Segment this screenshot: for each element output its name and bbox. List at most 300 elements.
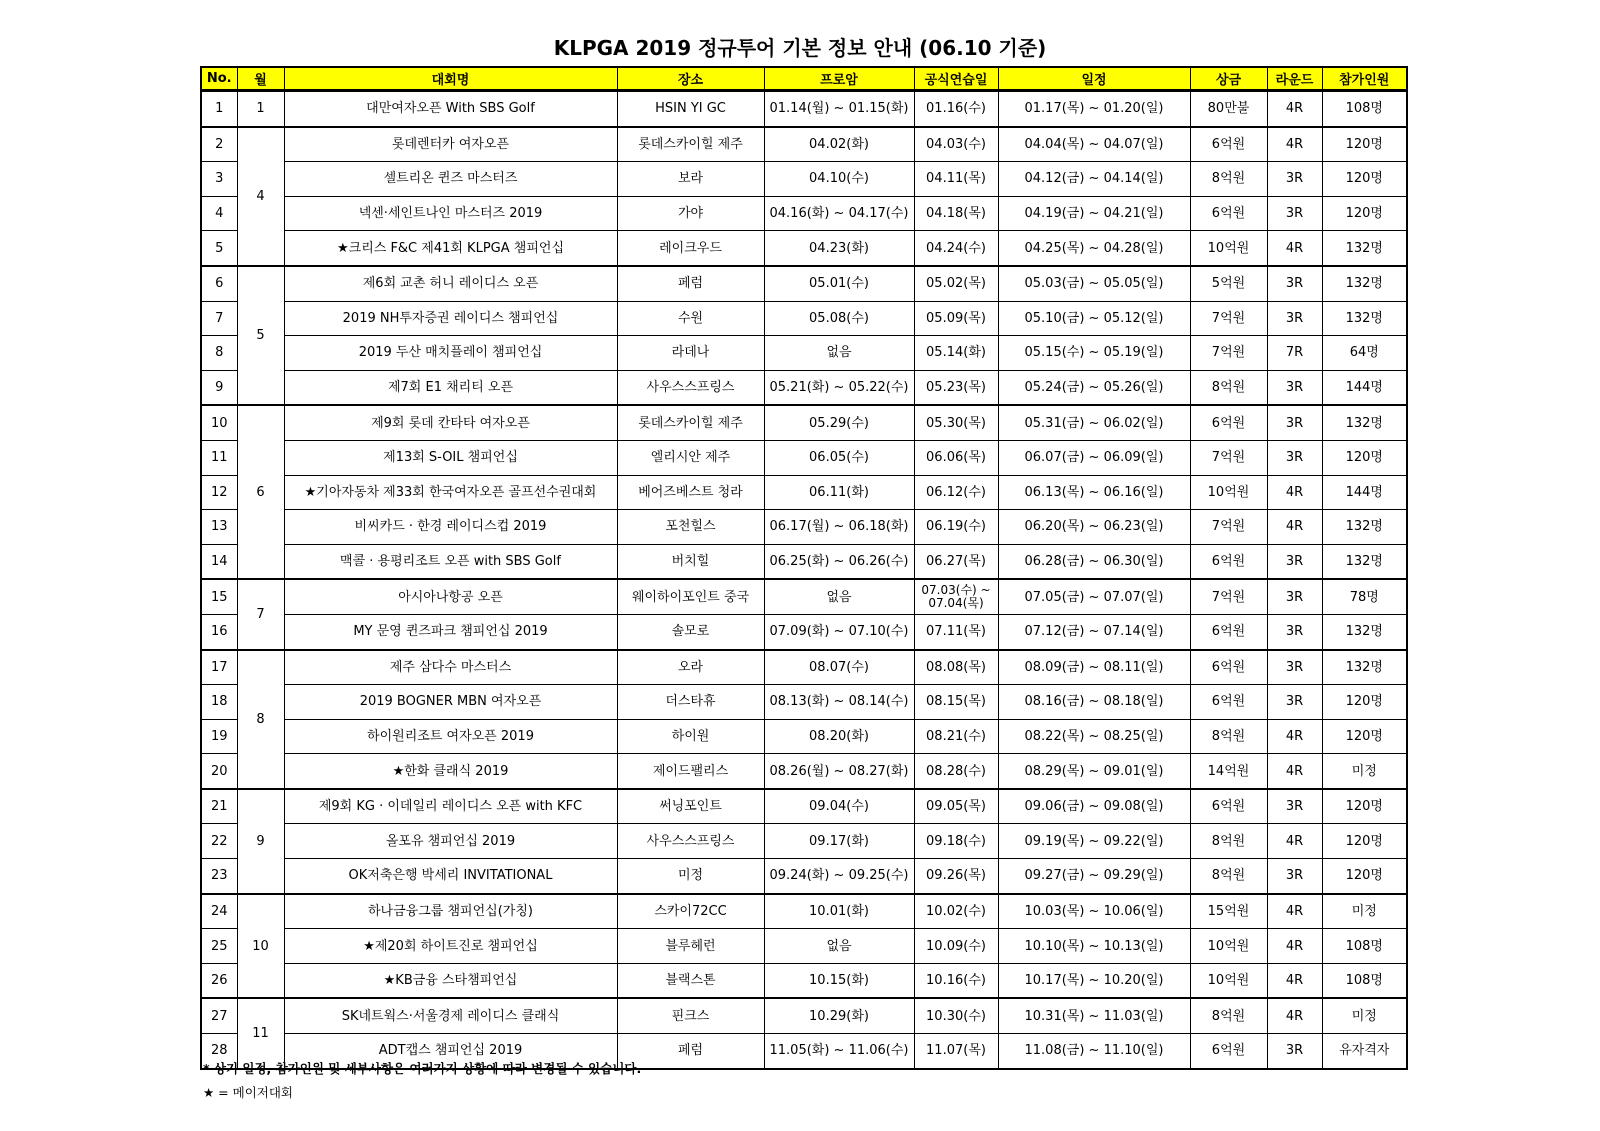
venue-cell: 핀크스 <box>617 998 764 1033</box>
schedule-cell: 09.19(목) ~ 09.22(일) <box>998 824 1190 859</box>
row-number: 19 <box>201 719 237 754</box>
schedule-cell: 06.07(금) ~ 06.09(일) <box>998 440 1190 475</box>
proam-cell: 10.29(화) <box>764 998 914 1033</box>
players-cell: 132명 <box>1322 266 1407 301</box>
rounds-cell: 3R <box>1267 405 1322 440</box>
practice-cell: 04.03(수) <box>914 127 998 162</box>
players-cell: 120명 <box>1322 196 1407 231</box>
row-number: 12 <box>201 475 237 510</box>
proam-cell: 05.21(화) ~ 05.22(수) <box>764 370 914 405</box>
header-proam: 프로암 <box>764 67 914 91</box>
practice-cell: 10.09(수) <box>914 929 998 964</box>
practice-cell: 08.28(수) <box>914 754 998 789</box>
row-number: 20 <box>201 754 237 789</box>
tournament-name: 제9회 KG · 이데일리 레이디스 오픈 with KFC <box>284 789 617 824</box>
rounds-cell: 4R <box>1267 231 1322 266</box>
tournament-name: 하나금융그룹 챔피언십(가칭) <box>284 894 617 929</box>
prize-cell: 6억원 <box>1190 614 1267 649</box>
tournament-name: 아시아나항공 오픈 <box>284 579 617 614</box>
rounds-cell: 3R <box>1267 196 1322 231</box>
schedule-table <box>200 66 1408 1070</box>
players-cell: 120명 <box>1322 859 1407 894</box>
proam-cell: 05.01(수) <box>764 266 914 301</box>
tournament-name: 하이원리조트 여자오픈 2019 <box>284 719 617 754</box>
players-cell: 120명 <box>1322 162 1407 197</box>
tournament-name: ADT캡스 챔피언십 2019 <box>284 1034 617 1069</box>
month-cell: 11 <box>237 998 284 1068</box>
schedule-cell: 10.10(목) ~ 10.13(일) <box>998 929 1190 964</box>
players-cell: 132명 <box>1322 405 1407 440</box>
header-schedule: 일정 <box>998 67 1190 91</box>
venue-cell: 페럼 <box>617 266 764 301</box>
schedule-cell: 08.09(금) ~ 08.11(일) <box>998 650 1190 685</box>
proam-cell: 10.01(화) <box>764 894 914 929</box>
header-month: 월 <box>237 67 284 91</box>
schedule-cell: 04.25(목) ~ 04.28(일) <box>998 231 1190 266</box>
prize-cell: 7억원 <box>1190 301 1267 336</box>
practice-cell: 09.18(수) <box>914 824 998 859</box>
tournament-name: 넥센·세인트나인 마스터즈 2019 <box>284 196 617 231</box>
row-number: 5 <box>201 231 237 266</box>
rounds-cell: 4R <box>1267 510 1322 545</box>
practice-cell: 08.08(목) <box>914 650 998 685</box>
row-number: 15 <box>201 579 237 614</box>
practice-cell: 05.02(목) <box>914 266 998 301</box>
row-number: 11 <box>201 440 237 475</box>
players-cell: 120명 <box>1322 824 1407 859</box>
tournament-name: 올포유 챔피언십 2019 <box>284 824 617 859</box>
row-number: 16 <box>201 614 237 649</box>
players-cell: 144명 <box>1322 370 1407 405</box>
prize-cell: 10억원 <box>1190 963 1267 998</box>
prize-cell: 10억원 <box>1190 475 1267 510</box>
row-number: 18 <box>201 685 237 720</box>
players-cell: 120명 <box>1322 440 1407 475</box>
month-cell: 7 <box>237 579 284 649</box>
practice-cell: 09.26(목) <box>914 859 998 894</box>
venue-cell: 사우스스프링스 <box>617 370 764 405</box>
schedule-cell: 05.03(금) ~ 05.05(일) <box>998 266 1190 301</box>
venue-cell: 스카이72CC <box>617 894 764 929</box>
practice-cell: 10.02(수) <box>914 894 998 929</box>
tournament-name: 제7회 E1 채리티 오픈 <box>284 370 617 405</box>
rounds-cell: 3R <box>1267 789 1322 824</box>
table-row <box>201 336 1407 371</box>
rounds-cell: 3R <box>1267 1034 1322 1069</box>
venue-cell: 블랙스톤 <box>617 963 764 998</box>
rounds-cell: 3R <box>1267 162 1322 197</box>
practice-cell: 08.21(수) <box>914 719 998 754</box>
venue-cell: 페럼 <box>617 1034 764 1069</box>
schedule-cell: 06.28(금) ~ 06.30(일) <box>998 544 1190 579</box>
prize-cell: 8억원 <box>1190 824 1267 859</box>
row-number: 22 <box>201 824 237 859</box>
rounds-cell: 4R <box>1267 719 1322 754</box>
prize-cell: 8억원 <box>1190 162 1267 197</box>
row-number: 27 <box>201 998 237 1033</box>
rounds-cell: 4R <box>1267 754 1322 789</box>
schedule-cell: 08.29(목) ~ 09.01(일) <box>998 754 1190 789</box>
proam-cell: 없음 <box>764 579 914 614</box>
header-row <box>201 67 1407 91</box>
venue-cell: HSIN YI GC <box>617 91 764 127</box>
players-cell: 유자격자 <box>1322 1034 1407 1069</box>
proam-cell: 05.29(수) <box>764 405 914 440</box>
rounds-cell: 4R <box>1267 91 1322 127</box>
rounds-cell: 4R <box>1267 894 1322 929</box>
proam-cell: 06.17(월) ~ 06.18(화) <box>764 510 914 545</box>
table-row <box>201 440 1407 475</box>
players-cell: 108명 <box>1322 91 1407 127</box>
rounds-cell: 3R <box>1267 370 1322 405</box>
proam-cell: 04.16(화) ~ 04.17(수) <box>764 196 914 231</box>
players-cell: 미정 <box>1322 998 1407 1033</box>
table-row <box>201 475 1407 510</box>
header-players: 참가인원 <box>1322 67 1407 91</box>
practice-cell: 11.07(목) <box>914 1034 998 1069</box>
rounds-cell: 3R <box>1267 685 1322 720</box>
schedule-cell: 09.06(금) ~ 09.08(일) <box>998 789 1190 824</box>
proam-cell: 08.20(화) <box>764 719 914 754</box>
practice-cell: 08.15(목) <box>914 685 998 720</box>
tournament-name: MY 문영 퀸즈파크 챔피언십 2019 <box>284 614 617 649</box>
practice-cell: 06.06(목) <box>914 440 998 475</box>
row-number: 24 <box>201 894 237 929</box>
prize-cell: 5억원 <box>1190 266 1267 301</box>
schedule-cell: 05.10(금) ~ 05.12(일) <box>998 301 1190 336</box>
header-practice: 공식연습일 <box>914 67 998 91</box>
month-cell: 5 <box>237 266 284 405</box>
prize-cell: 6억원 <box>1190 196 1267 231</box>
proam-cell: 04.10(수) <box>764 162 914 197</box>
proam-cell: 09.04(수) <box>764 789 914 824</box>
prize-cell: 6억원 <box>1190 789 1267 824</box>
proam-cell: 08.07(수) <box>764 650 914 685</box>
venue-cell: 웨이하이포인트 중국 <box>617 579 764 614</box>
table-row <box>201 405 1407 440</box>
players-cell: 132명 <box>1322 301 1407 336</box>
month-cell: 6 <box>237 405 284 579</box>
row-number: 28 <box>201 1034 237 1069</box>
practice-cell: 05.09(목) <box>914 301 998 336</box>
players-cell: 120명 <box>1322 685 1407 720</box>
tournament-name: ★제20회 하이트진로 챔피언십 <box>284 929 617 964</box>
page-title: KLPGA 2019 정규투어 기본 정보 안내 (06.10 기준) <box>553 36 1047 60</box>
schedule-cell: 10.31(목) ~ 11.03(일) <box>998 998 1190 1033</box>
change-notice: * 상기 일정, 참가인원 및 세부사항은 여러가지 상황에 따라 변경될 수 있습니다. <box>203 1061 642 1076</box>
prize-cell: 15억원 <box>1190 894 1267 929</box>
proam-cell: 06.11(화) <box>764 475 914 510</box>
prize-cell: 6억원 <box>1190 405 1267 440</box>
venue-cell: 사우스스프링스 <box>617 824 764 859</box>
schedule-cell: 04.12(금) ~ 04.14(일) <box>998 162 1190 197</box>
venue-cell: 솔모로 <box>617 614 764 649</box>
prize-cell: 8억원 <box>1190 859 1267 894</box>
rounds-cell: 3R <box>1267 614 1322 649</box>
practice-cell: 06.12(수) <box>914 475 998 510</box>
players-cell: 132명 <box>1322 231 1407 266</box>
row-number: 8 <box>201 336 237 371</box>
tournament-name: 대만여자오픈 With SBS Golf <box>284 91 617 127</box>
proam-cell: 08.26(월) ~ 08.27(화) <box>764 754 914 789</box>
practice-cell: 01.16(수) <box>914 91 998 127</box>
month-cell: 8 <box>237 650 284 789</box>
table-row <box>201 301 1407 336</box>
rounds-cell: 3R <box>1267 859 1322 894</box>
schedule-cell: 04.19(금) ~ 04.21(일) <box>998 196 1190 231</box>
practice-cell: 04.11(목) <box>914 162 998 197</box>
proam-cell: 01.14(월) ~ 01.15(화) <box>764 91 914 127</box>
tournament-name: SK네트웍스·서울경제 레이디스 클래식 <box>284 998 617 1033</box>
month-cell: 1 <box>237 91 284 127</box>
table-row <box>201 929 1407 964</box>
schedule-cell: 07.05(금) ~ 07.07(일) <box>998 579 1190 614</box>
table-row <box>201 824 1407 859</box>
proam-cell: 09.24(화) ~ 09.25(수) <box>764 859 914 894</box>
proam-cell: 09.17(화) <box>764 824 914 859</box>
schedule-cell: 10.17(목) ~ 10.20(일) <box>998 963 1190 998</box>
prize-cell: 6억원 <box>1190 685 1267 720</box>
schedule-body <box>201 91 1407 1069</box>
header-rounds: 라운드 <box>1267 67 1322 91</box>
tournament-name: 2019 NH투자증권 레이디스 챔피언십 <box>284 301 617 336</box>
proam-cell: 04.02(화) <box>764 127 914 162</box>
practice-cell: 06.27(목) <box>914 544 998 579</box>
venue-cell: 버치힐 <box>617 544 764 579</box>
tournament-name: OK저축은행 박세리 INVITATIONAL <box>284 859 617 894</box>
tournament-name: 제9회 롯데 칸타타 여자오픈 <box>284 405 617 440</box>
tournament-name: 제13회 S-OIL 챔피언십 <box>284 440 617 475</box>
rounds-cell: 4R <box>1267 475 1322 510</box>
rounds-cell: 3R <box>1267 266 1322 301</box>
schedule-cell: 05.24(금) ~ 05.26(일) <box>998 370 1190 405</box>
table-row <box>201 859 1407 894</box>
prize-cell: 6억원 <box>1190 127 1267 162</box>
prize-cell: 7억원 <box>1190 510 1267 545</box>
table-row <box>201 127 1407 162</box>
prize-cell: 10억원 <box>1190 929 1267 964</box>
proam-cell: 11.05(화) ~ 11.06(수) <box>764 1034 914 1069</box>
players-cell: 108명 <box>1322 929 1407 964</box>
schedule-cell: 08.16(금) ~ 08.18(일) <box>998 685 1190 720</box>
venue-cell: 베어즈베스트 청라 <box>617 475 764 510</box>
players-cell: 120명 <box>1322 789 1407 824</box>
tournament-name: 제6회 교촌 허니 레이디스 오픈 <box>284 266 617 301</box>
prize-cell: 10억원 <box>1190 231 1267 266</box>
practice-cell: 04.24(수) <box>914 231 998 266</box>
practice-cell: 09.05(목) <box>914 789 998 824</box>
prize-cell: 14억원 <box>1190 754 1267 789</box>
schedule-cell: 06.20(목) ~ 06.23(일) <box>998 510 1190 545</box>
players-cell: 132명 <box>1322 544 1407 579</box>
rounds-cell: 3R <box>1267 440 1322 475</box>
venue-cell: 포천힐스 <box>617 510 764 545</box>
practice-cell: 07.03(수) ~ 07.04(목) <box>914 579 998 614</box>
venue-cell: 블루헤런 <box>617 929 764 964</box>
tournament-name: ★기아자동차 제33회 한국여자오픈 골프선수권대회 <box>284 475 617 510</box>
schedule-cell: 07.12(금) ~ 07.14(일) <box>998 614 1190 649</box>
players-cell: 64명 <box>1322 336 1407 371</box>
venue-cell: 롯데스카이힐 제주 <box>617 405 764 440</box>
venue-cell: 수원 <box>617 301 764 336</box>
practice-cell: 10.16(수) <box>914 963 998 998</box>
schedule-cell: 11.08(금) ~ 11.10(일) <box>998 1034 1190 1069</box>
rounds-cell: 4R <box>1267 824 1322 859</box>
proam-cell: 없음 <box>764 929 914 964</box>
tournament-name: 2019 BOGNER MBN 여자오픈 <box>284 685 617 720</box>
rounds-cell: 3R <box>1267 579 1322 614</box>
row-number: 4 <box>201 196 237 231</box>
table-row <box>201 789 1407 824</box>
prize-cell: 8억원 <box>1190 370 1267 405</box>
venue-cell: 더스타휴 <box>617 685 764 720</box>
schedule-cell: 08.22(목) ~ 08.25(일) <box>998 719 1190 754</box>
schedule-cell: 05.31(금) ~ 06.02(일) <box>998 405 1190 440</box>
prize-cell: 7억원 <box>1190 579 1267 614</box>
venue-cell: 레이크우드 <box>617 231 764 266</box>
table-row <box>201 754 1407 789</box>
practice-cell: 07.11(목) <box>914 614 998 649</box>
tournament-name: 롯데렌터카 여자오픈 <box>284 127 617 162</box>
proam-cell: 없음 <box>764 336 914 371</box>
row-number: 7 <box>201 301 237 336</box>
row-number: 9 <box>201 370 237 405</box>
tournament-name: ★KB금융 스타챔피언십 <box>284 963 617 998</box>
table-row <box>201 162 1407 197</box>
players-cell: 120명 <box>1322 719 1407 754</box>
row-number: 14 <box>201 544 237 579</box>
schedule-cell: 04.04(목) ~ 04.07(일) <box>998 127 1190 162</box>
proam-cell: 10.15(화) <box>764 963 914 998</box>
row-number: 3 <box>201 162 237 197</box>
venue-cell: 롯데스카이힐 제주 <box>617 127 764 162</box>
players-cell: 미정 <box>1322 754 1407 789</box>
schedule-cell: 10.03(목) ~ 10.06(일) <box>998 894 1190 929</box>
proam-cell: 08.13(화) ~ 08.14(수) <box>764 685 914 720</box>
venue-cell: 엘리시안 제주 <box>617 440 764 475</box>
rounds-cell: 4R <box>1267 127 1322 162</box>
rounds-cell: 4R <box>1267 998 1322 1033</box>
practice-cell: 05.30(목) <box>914 405 998 440</box>
prize-cell: 7억원 <box>1190 336 1267 371</box>
header-venue: 장소 <box>617 67 764 91</box>
practice-cell: 05.14(화) <box>914 336 998 371</box>
month-cell: 4 <box>237 127 284 266</box>
players-cell: 78명 <box>1322 579 1407 614</box>
row-number: 2 <box>201 127 237 162</box>
table-row <box>201 719 1407 754</box>
prize-cell: 8억원 <box>1190 719 1267 754</box>
prize-cell: 80만불 <box>1190 91 1267 127</box>
proam-cell: 04.23(화) <box>764 231 914 266</box>
table-row <box>201 894 1407 929</box>
venue-cell: 보라 <box>617 162 764 197</box>
proam-cell: 06.25(화) ~ 06.26(수) <box>764 544 914 579</box>
rounds-cell: 3R <box>1267 301 1322 336</box>
practice-cell: 10.30(수) <box>914 998 998 1033</box>
players-cell: 미정 <box>1322 894 1407 929</box>
prize-cell: 7억원 <box>1190 440 1267 475</box>
schedule-cell: 05.15(수) ~ 05.19(일) <box>998 336 1190 371</box>
venue-cell: 미정 <box>617 859 764 894</box>
rounds-cell: 3R <box>1267 544 1322 579</box>
prize-cell: 6억원 <box>1190 1034 1267 1069</box>
rounds-cell: 4R <box>1267 963 1322 998</box>
players-cell: 108명 <box>1322 963 1407 998</box>
table-row <box>201 963 1407 998</box>
tournament-name: 제주 삼다수 마스터스 <box>284 650 617 685</box>
prize-cell: 6억원 <box>1190 650 1267 685</box>
table-row <box>201 544 1407 579</box>
rounds-cell: 3R <box>1267 650 1322 685</box>
month-cell: 10 <box>237 894 284 999</box>
players-cell: 132명 <box>1322 510 1407 545</box>
rounds-cell: 7R <box>1267 336 1322 371</box>
table-row <box>201 510 1407 545</box>
practice-cell: 04.18(목) <box>914 196 998 231</box>
header-name: 대회명 <box>284 67 617 91</box>
row-number: 10 <box>201 405 237 440</box>
row-number: 25 <box>201 929 237 964</box>
table-row <box>201 650 1407 685</box>
players-cell: 144명 <box>1322 475 1407 510</box>
prize-cell: 6억원 <box>1190 544 1267 579</box>
header-prize: 상금 <box>1190 67 1267 91</box>
proam-cell: 06.05(수) <box>764 440 914 475</box>
table-row <box>201 196 1407 231</box>
row-number: 21 <box>201 789 237 824</box>
players-cell: 132명 <box>1322 614 1407 649</box>
venue-cell: 제이드팰리스 <box>617 754 764 789</box>
players-cell: 120명 <box>1322 127 1407 162</box>
table-row <box>201 370 1407 405</box>
proam-cell: 05.08(수) <box>764 301 914 336</box>
table-row <box>201 91 1407 127</box>
venue-cell: 오라 <box>617 650 764 685</box>
schedule-cell: 09.27(금) ~ 09.29(일) <box>998 859 1190 894</box>
major-legend: ★ = 메이저대회 <box>203 1085 294 1100</box>
rounds-cell: 4R <box>1267 929 1322 964</box>
practice-cell: 06.19(수) <box>914 510 998 545</box>
table-row <box>201 579 1407 614</box>
row-number: 17 <box>201 650 237 685</box>
tournament-name: 맥콜 · 용평리조트 오픈 with SBS Golf <box>284 544 617 579</box>
table-row <box>201 231 1407 266</box>
row-number: 26 <box>201 963 237 998</box>
row-number: 13 <box>201 510 237 545</box>
schedule-cell: 06.13(목) ~ 06.16(일) <box>998 475 1190 510</box>
table-row <box>201 266 1407 301</box>
row-number: 1 <box>201 91 237 127</box>
table-row <box>201 614 1407 649</box>
tournament-name: ★크리스 F&C 제41회 KLPGA 챔피언십 <box>284 231 617 266</box>
tournament-name: 비씨카드 · 한경 레이디스컵 2019 <box>284 510 617 545</box>
tournament-name: 셀트리온 퀸즈 마스터즈 <box>284 162 617 197</box>
tournament-name: 2019 두산 매치플레이 챔피언십 <box>284 336 617 371</box>
row-number: 6 <box>201 266 237 301</box>
schedule-cell: 01.17(목) ~ 01.20(일) <box>998 91 1190 127</box>
venue-cell: 하이원 <box>617 719 764 754</box>
venue-cell: 라데나 <box>617 336 764 371</box>
practice-cell: 05.23(목) <box>914 370 998 405</box>
venue-cell: 써닝포인트 <box>617 789 764 824</box>
header-no: No. <box>201 67 237 91</box>
table-row <box>201 685 1407 720</box>
proam-cell: 07.09(화) ~ 07.10(수) <box>764 614 914 649</box>
venue-cell: 가야 <box>617 196 764 231</box>
prize-cell: 8억원 <box>1190 998 1267 1033</box>
table-row <box>201 998 1407 1033</box>
